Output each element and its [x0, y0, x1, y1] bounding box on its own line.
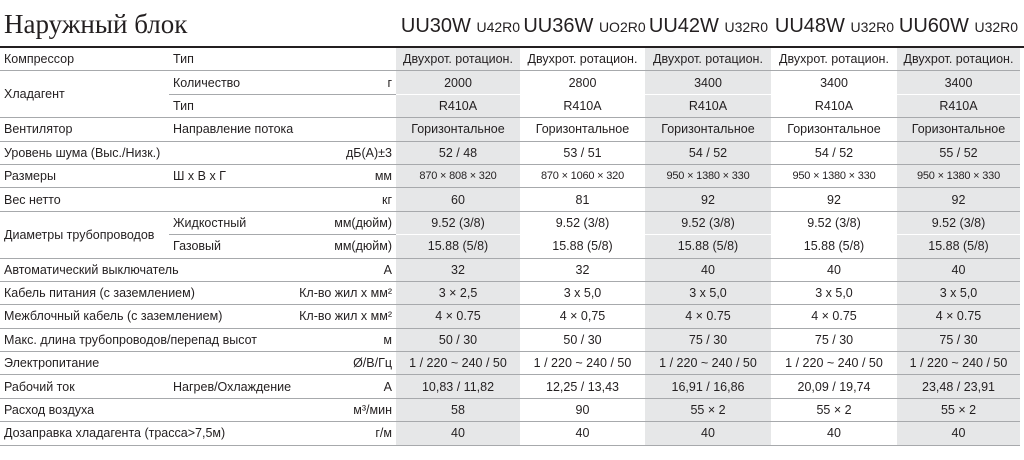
- param-label: Кабель питания (с заземлением): [0, 281, 299, 304]
- value-cell: 1 / 220 ~ 240 / 50: [396, 352, 520, 375]
- value-cell: 50 / 30: [396, 328, 520, 351]
- param-label: Компрессор: [0, 48, 169, 71]
- value-cell: Двухрот. ротацион.: [897, 48, 1020, 71]
- value-cell: 950 × 1380 × 330: [897, 164, 1020, 187]
- value-cell: 9.52 (3/8): [645, 211, 771, 234]
- value-cell: 90: [520, 398, 645, 421]
- model-header-5: UU60W U32R0: [898, 15, 1019, 37]
- unit-label: [299, 48, 396, 71]
- value-cell: Горизонтальное: [771, 118, 897, 141]
- unit-label: дБ(А)±3: [299, 141, 396, 164]
- value-cell: 4 × 0.75: [645, 305, 771, 328]
- unit-label: г/м: [299, 422, 396, 445]
- value-cell: 55 / 52: [897, 141, 1020, 164]
- unit-label: [299, 94, 396, 117]
- value-cell: 9.52 (3/8): [396, 211, 520, 234]
- value-cell: 1 / 220 ~ 240 / 50: [771, 352, 897, 375]
- value-cell: R410A: [771, 94, 897, 117]
- value-cell: Двухрот. ротацион.: [520, 48, 645, 71]
- value-cell: 870 × 808 × 320: [396, 164, 520, 187]
- value-cell: 55 × 2: [771, 398, 897, 421]
- value-cell: 92: [771, 188, 897, 211]
- value-cell: 15.88 (5/8): [897, 235, 1020, 258]
- value-cell: 2000: [396, 71, 520, 94]
- sub-label: Тип: [169, 94, 299, 117]
- value-cell: Горизонтальное: [396, 118, 520, 141]
- param-label: Размеры: [0, 164, 169, 187]
- value-cell: R410A: [645, 94, 771, 117]
- value-cell: Двухрот. ротацион.: [396, 48, 520, 71]
- table-row-noise: [0, 141, 1020, 164]
- table-row-fan: [0, 118, 1020, 141]
- unit-label: мм(дюйм): [299, 211, 396, 234]
- value-cell: 54 / 52: [771, 141, 897, 164]
- table-row-power-cable: [0, 281, 1020, 304]
- value-cell: Горизонтальное: [520, 118, 645, 141]
- value-cell: 15.88 (5/8): [645, 235, 771, 258]
- param-label: Дозаправка хладагента (трасса>7,5м): [0, 422, 299, 445]
- value-cell: 53 / 51: [520, 141, 645, 164]
- value-cell: 9.52 (3/8): [897, 211, 1020, 234]
- param-label: Макс. длина трубопроводов/перепад высот: [0, 328, 299, 351]
- value-cell: 40: [645, 258, 771, 281]
- value-cell: 2800: [520, 71, 645, 94]
- sub-label: Жидкостный: [169, 211, 299, 234]
- value-cell: 23,48 / 23,91: [897, 375, 1020, 398]
- value-cell: 32: [396, 258, 520, 281]
- value-cell: 52 / 48: [396, 141, 520, 164]
- sub-label: Тип: [169, 48, 299, 71]
- unit-label: А: [299, 258, 396, 281]
- param-label: Хладагент: [0, 71, 169, 118]
- value-cell: 55 × 2: [645, 398, 771, 421]
- param-label: Автоматический выключатель: [0, 258, 299, 281]
- model-header-2: UU36W UO2R0: [523, 15, 646, 37]
- model-header-1: UU30W U42R0: [400, 15, 521, 37]
- value-cell: 1 / 220 ~ 240 / 50: [645, 352, 771, 375]
- param-label: Межблочный кабель (с заземлением): [0, 305, 299, 328]
- value-cell: 40: [520, 422, 645, 445]
- value-cell: 3400: [897, 71, 1020, 94]
- value-cell: 58: [396, 398, 520, 421]
- value-cell: 10,83 / 11,82: [396, 375, 520, 398]
- value-cell: 3 x 5,0: [897, 281, 1020, 304]
- param-label: Электропитание: [0, 352, 299, 375]
- value-cell: Горизонтальное: [897, 118, 1020, 141]
- value-cell: 3400: [645, 71, 771, 94]
- value-cell: 40: [771, 258, 897, 281]
- value-cell: 15.88 (5/8): [396, 235, 520, 258]
- value-cell: 40: [897, 422, 1020, 445]
- value-cell: 4 × 0.75: [771, 305, 897, 328]
- unit-label: Кл-во жил х мм²: [299, 305, 396, 328]
- value-cell: Двухрот. ротацион.: [645, 48, 771, 71]
- table-row-recharge: [0, 422, 1020, 445]
- value-cell: 3 x 5,0: [771, 281, 897, 304]
- header-row: [0, 0, 1024, 48]
- value-cell: 950 × 1380 × 330: [645, 164, 771, 187]
- value-cell: 4 × 0.75: [396, 305, 520, 328]
- value-cell: 60: [396, 188, 520, 211]
- param-label: Вентилятор: [0, 118, 169, 141]
- table-row-airflow: [0, 398, 1020, 421]
- value-cell: 55 × 2: [897, 398, 1020, 421]
- value-cell: 15.88 (5/8): [771, 235, 897, 258]
- value-cell: 40: [396, 422, 520, 445]
- value-cell: 75 / 30: [771, 328, 897, 351]
- unit-label: [299, 118, 396, 141]
- value-cell: 40: [897, 258, 1020, 281]
- value-cell: 9.52 (3/8): [771, 211, 897, 234]
- table-row-breaker: [0, 258, 1020, 281]
- value-cell: 75 / 30: [645, 328, 771, 351]
- value-cell: 3 x 5,0: [520, 281, 645, 304]
- value-cell: 1 / 220 ~ 240 / 50: [897, 352, 1020, 375]
- unit-label: Кл-во жил х мм²: [299, 281, 396, 304]
- table-row-compressor: [0, 48, 1020, 71]
- value-cell: 16,91 / 16,86: [645, 375, 771, 398]
- table-row-weight: [0, 188, 1020, 211]
- sub-label: Направление потока: [169, 118, 299, 141]
- value-cell: 950 × 1380 × 330: [771, 164, 897, 187]
- unit-label: А: [299, 375, 396, 398]
- unit-label: мм: [299, 164, 396, 187]
- value-cell: 3 x 5,0: [645, 281, 771, 304]
- param-label: Диаметры трубопроводов: [0, 211, 169, 258]
- value-cell: 870 × 1060 × 320: [520, 164, 645, 187]
- value-cell: 4 × 0,75: [520, 305, 645, 328]
- table-row-dimensions: [0, 164, 1020, 187]
- spec-table: [0, 48, 1020, 446]
- table-row-max-pipe: [0, 328, 1020, 351]
- value-cell: 15.88 (5/8): [520, 235, 645, 258]
- table-row-inter-cable: [0, 305, 1020, 328]
- unit-label: мм(дюйм): [299, 235, 396, 258]
- unit-label: м³/мин: [299, 398, 396, 421]
- model-header-3: UU42W U32R0: [648, 15, 769, 37]
- param-label: Вес нетто: [0, 188, 299, 211]
- unit-label: Ø/В/Гц: [299, 352, 396, 375]
- value-cell: 75 / 30: [897, 328, 1020, 351]
- unit-label: г: [299, 71, 396, 94]
- value-cell: 92: [897, 188, 1020, 211]
- value-cell: 40: [645, 422, 771, 445]
- value-cell: R410A: [897, 94, 1020, 117]
- value-cell: 4 × 0.75: [897, 305, 1020, 328]
- unit-label: кг: [299, 188, 396, 211]
- param-label: Расход воздуха: [0, 398, 299, 421]
- value-cell: 12,25 / 13,43: [520, 375, 645, 398]
- page-title: Наружный блок: [4, 9, 188, 39]
- table-row-current: [0, 375, 1020, 398]
- value-cell: 1 / 220 ~ 240 / 50: [520, 352, 645, 375]
- value-cell: R410A: [520, 94, 645, 117]
- sub-label: Количество: [169, 71, 299, 94]
- value-cell: 50 / 30: [520, 328, 645, 351]
- sub-label: Нагрев/Охлаждение: [169, 375, 299, 398]
- table-row-pipes-liquid: [0, 211, 1020, 234]
- value-cell: 32: [520, 258, 645, 281]
- value-cell: R410A: [396, 94, 520, 117]
- param-label: Рабочий ток: [0, 375, 169, 398]
- sub-label: Ш х В х Г: [169, 164, 299, 187]
- table-row-power-supply: [0, 352, 1020, 375]
- value-cell: 3400: [771, 71, 897, 94]
- sub-label: Газовый: [169, 235, 299, 258]
- value-cell: 81: [520, 188, 645, 211]
- unit-label: м: [299, 328, 396, 351]
- value-cell: 9.52 (3/8): [520, 211, 645, 234]
- value-cell: 20,09 / 19,74: [771, 375, 897, 398]
- model-header-4: UU48W U32R0: [774, 15, 895, 37]
- param-label: Уровень шума (Выс./Низк.): [0, 141, 299, 164]
- table-row-refrigerant-amount: [0, 71, 1020, 94]
- value-cell: Горизонтальное: [645, 118, 771, 141]
- value-cell: 54 / 52: [645, 141, 771, 164]
- value-cell: Двухрот. ротацион.: [771, 48, 897, 71]
- value-cell: 40: [771, 422, 897, 445]
- value-cell: 92: [645, 188, 771, 211]
- value-cell: 3 × 2,5: [396, 281, 520, 304]
